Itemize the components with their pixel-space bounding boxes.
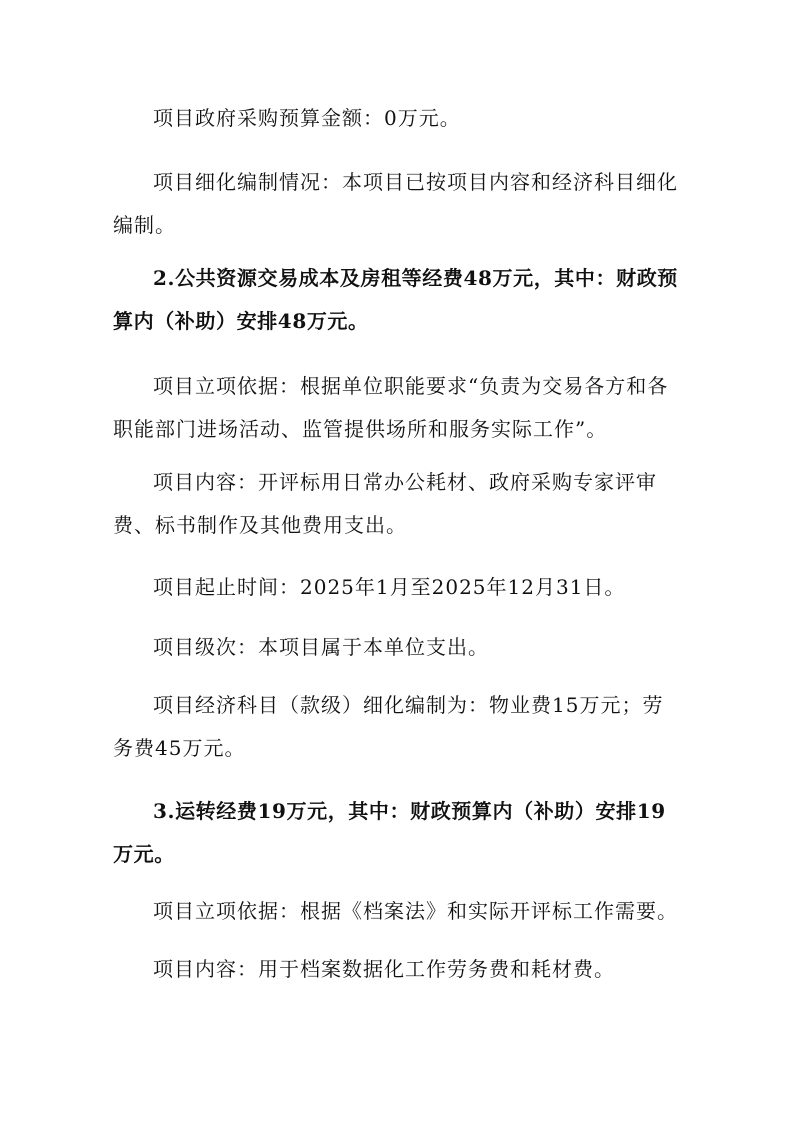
section-2-content-paragraph: 项目内容：开评标用日常办公耗材、政府采购专家评审费、标书制作及其他费用支出。 [113, 470, 657, 537]
section-2-level-paragraph: 项目级次：本项目属于本单位支出。 [153, 635, 489, 659]
section-3-content-paragraph: 项目内容：用于档案数据化工作劳务费和耗材费。 [153, 957, 615, 981]
section-2-economic-items-paragraph: 项目经济科目（款级）细化编制为：物业费15万元；劳务费45万元。 [113, 693, 664, 760]
section-2-heading: 2.公共资源交易成本及房租等经费48万元，其中：财政预算内（补助）安排48万元。 [113, 266, 678, 333]
section-2-period-paragraph: 项目起止时间：2025年1月至2025年12月31日。 [153, 575, 626, 599]
refinement-status-paragraph: 项目细化编制情况：本项目已按项目内容和经济科目细化编制。 [113, 170, 678, 237]
section-3-basis-paragraph: 项目立项依据：根据《档案法》和实际开评标工作需要。 [153, 899, 678, 923]
section-3-heading: 3.运转经费19万元，其中：财政预算内（补助）安排19万元。 [113, 799, 666, 866]
procurement-budget-paragraph: 项目政府采购预算金额：0万元。 [153, 106, 461, 130]
section-2-basis-paragraph: 项目立项依据：根据单位职能要求“负责为交易各方和各职能部门进场活动、监管提供场所和服务实际工作”。 [113, 374, 669, 441]
